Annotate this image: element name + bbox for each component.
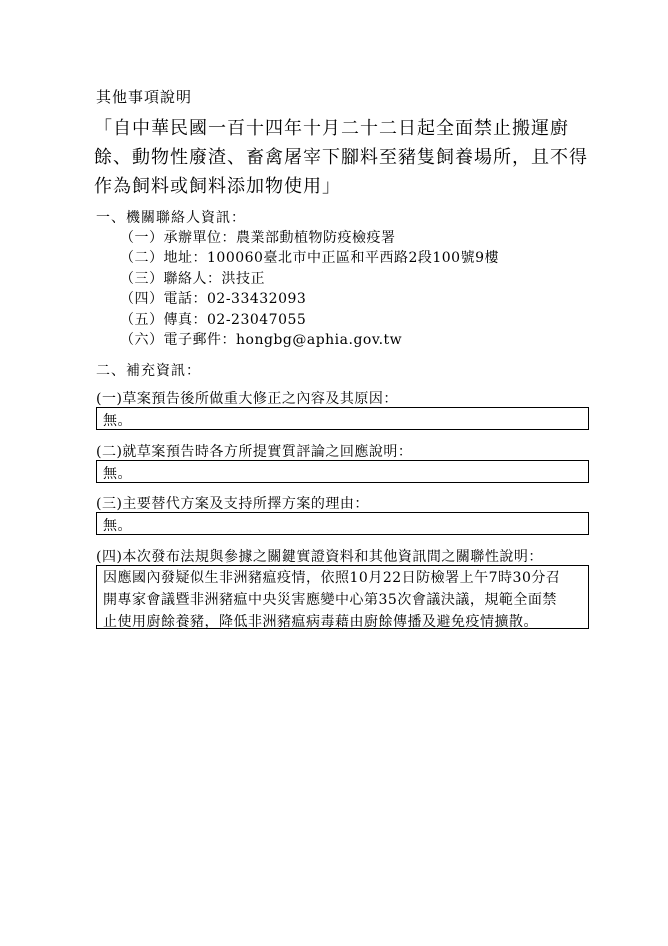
contact-unit: （一）承辦單位：農業部動植物防疫檢疫署 (120, 230, 396, 246)
banner-line: 餘、動物性廢渣、畜禽屠宰下腳料至豬隻飼養場所，且不得 (94, 147, 588, 168)
answer-text: 開專家會議暨非洲豬瘟中央災害應變中心第35次會議決議，規範全面禁 (103, 592, 557, 608)
section-supplement-title: 二、補充資訊： (96, 363, 201, 379)
banner-line: 作為飼料或飼料添加物使用」 (94, 176, 341, 197)
contact-phone: （四）電話：02-33432093 (120, 291, 307, 308)
answer-box (96, 565, 589, 629)
section-contact-title: 一、機關聯絡人資訊： (96, 210, 246, 226)
answer-box (96, 460, 589, 483)
contact-address: （二）地址：100060臺北市中正區和平西路2段100號9樓 (120, 250, 499, 267)
answer-text: 止使用廚餘養豬，降低非洲豬瘟病毒藉由廚餘傳播及避免疫情擴散。 (103, 614, 538, 630)
announcement-banner (94, 114, 594, 201)
answer-text: 因應國內發疑似生非洲豬瘟疫情，依照10月22日防檢署上午7時30分召 (103, 570, 561, 586)
contact-fax: （五）傳真：02-23047055 (120, 311, 307, 328)
answer-box (96, 407, 589, 430)
page-heading: 其他事項說明 (96, 88, 193, 106)
answer-box (96, 512, 589, 535)
question-label: (一)草案預告後所做重大修正之內容及其原因： (96, 391, 398, 407)
contact-list (120, 228, 499, 350)
answer-text: 無。 (103, 466, 132, 482)
answer-text: 無。 (103, 518, 132, 534)
question-label: (三)主要替代方案及支持所擇方案的理由： (96, 496, 369, 512)
question-label: (四)本次發布法規與參據之關鍵實證資料和其他資訊間之關聯性說明： (96, 549, 543, 565)
contact-email: （六）電子郵件：hongbg@aphia.gov.tw (120, 332, 403, 349)
contact-person: （三）聯絡人：洪技正 (120, 270, 265, 287)
banner-line: 「自中華民國一百十四年十月二十二日起全面禁止搬運廚 (94, 118, 569, 139)
question-label: (二)就草案預告時各方所提實質評論之回應說明： (96, 444, 413, 460)
answer-text: 無。 (103, 413, 132, 429)
